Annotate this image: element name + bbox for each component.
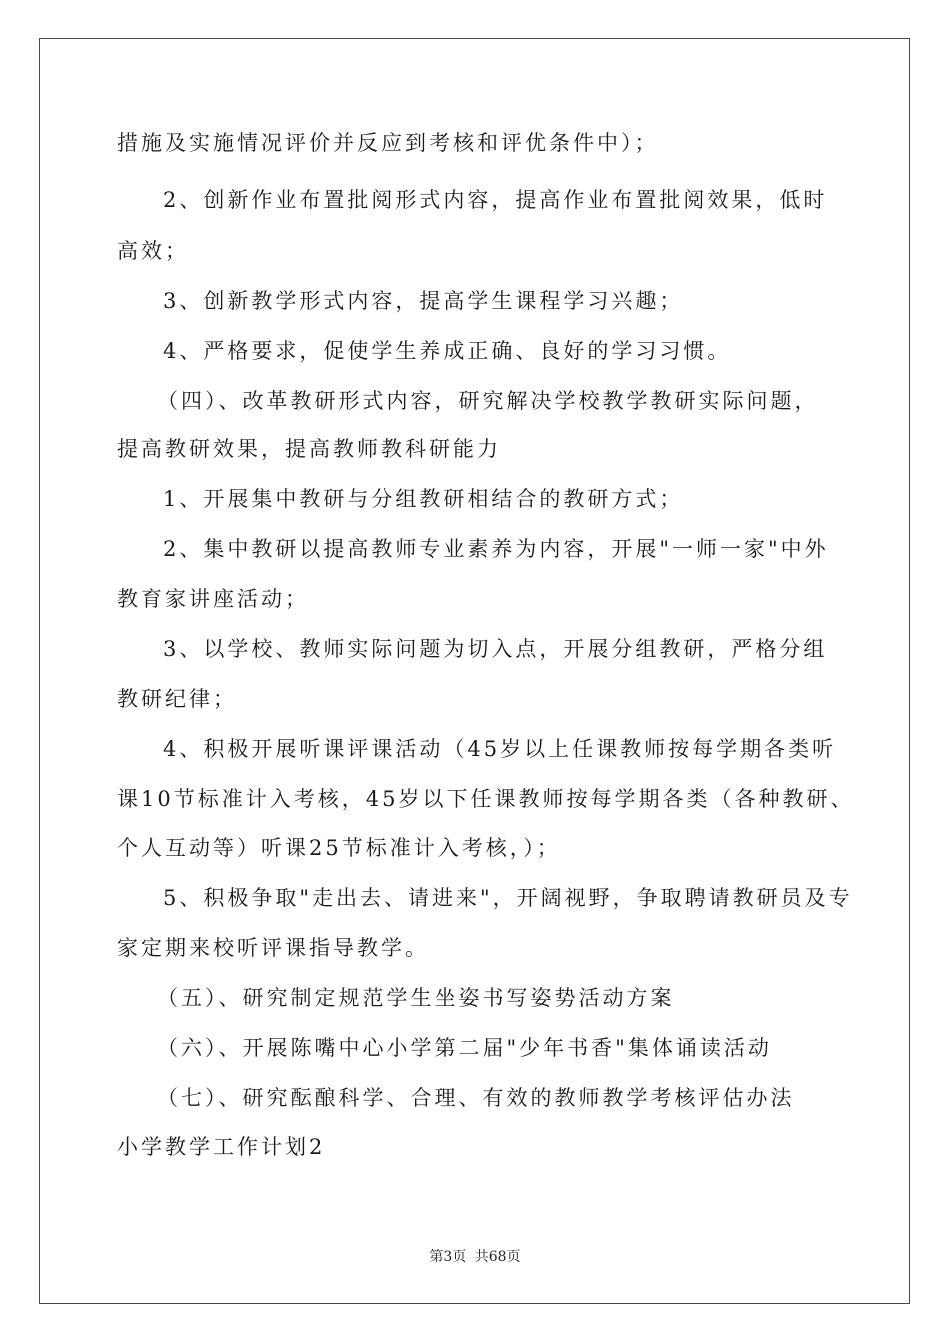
page-border (39, 38, 910, 1304)
section-heading: （四）、改革教研形式内容，研究解决学校教学教研实际问题， (157, 389, 819, 413)
text-line: 教研纪律； (117, 687, 237, 711)
text-line: 措施及实施情况评价并反应到考核和评优条件中）； (117, 131, 659, 155)
page-total: 共68页 (474, 1249, 521, 1265)
page-footer (0, 1246, 950, 1266)
text-line: 2、创新作业布置批阅形式内容，提高作业布置批阅效果，低时 (163, 188, 828, 212)
document-title: 小学教学工作计划2 (117, 1135, 326, 1159)
section-heading: （七）、研究酝酿科学、合理、有效的教师教学考核评估办法 (157, 1086, 795, 1110)
text-line: 高效； (117, 239, 189, 263)
section-heading: （五）、研究制定规范学生坐姿书写姿势活动方案 (157, 986, 675, 1010)
page-number: 第3页 (429, 1249, 467, 1265)
text-line: 教育家讲座活动； (117, 587, 309, 611)
text-line: 课10节标准计入考核，45岁以下任课教师按每学期各类（各种教研、 (117, 787, 855, 811)
text-line: 4、严格要求，促使学生养成正确、良好的学习习惯。 (163, 339, 732, 363)
text-line: 个人互动等）听课25节标准计入考核，）； (117, 836, 561, 860)
text-line: 4、积极开展听课评课活动（45岁以上任课教师按每学期各类听 (163, 737, 837, 761)
text-line: 3、以学校、教师实际问题为切入点，开展分组教研，严格分组 (163, 637, 828, 661)
text-line: 提高教研效果，提高教师教科研能力 (117, 437, 501, 461)
text-line: 1、开展集中教研与分组教研相结合的教研方式； (163, 487, 684, 511)
text-line: 5、积极争取"走出去、请进来"，开阔视野，争取聘请教研员及专 (163, 886, 853, 910)
text-line: 2、集中教研以提高教师专业素养为内容，开展"一师一家"中外 (163, 537, 829, 561)
section-heading: （六）、开展陈嘴中心小学第二届"少年书香"集体诵读活动 (157, 1036, 772, 1060)
text-line: 家定期来校听评课指导教学。 (117, 936, 429, 960)
text-line: 3、创新教学形式内容，提高学生课程学习兴趣； (163, 289, 684, 313)
